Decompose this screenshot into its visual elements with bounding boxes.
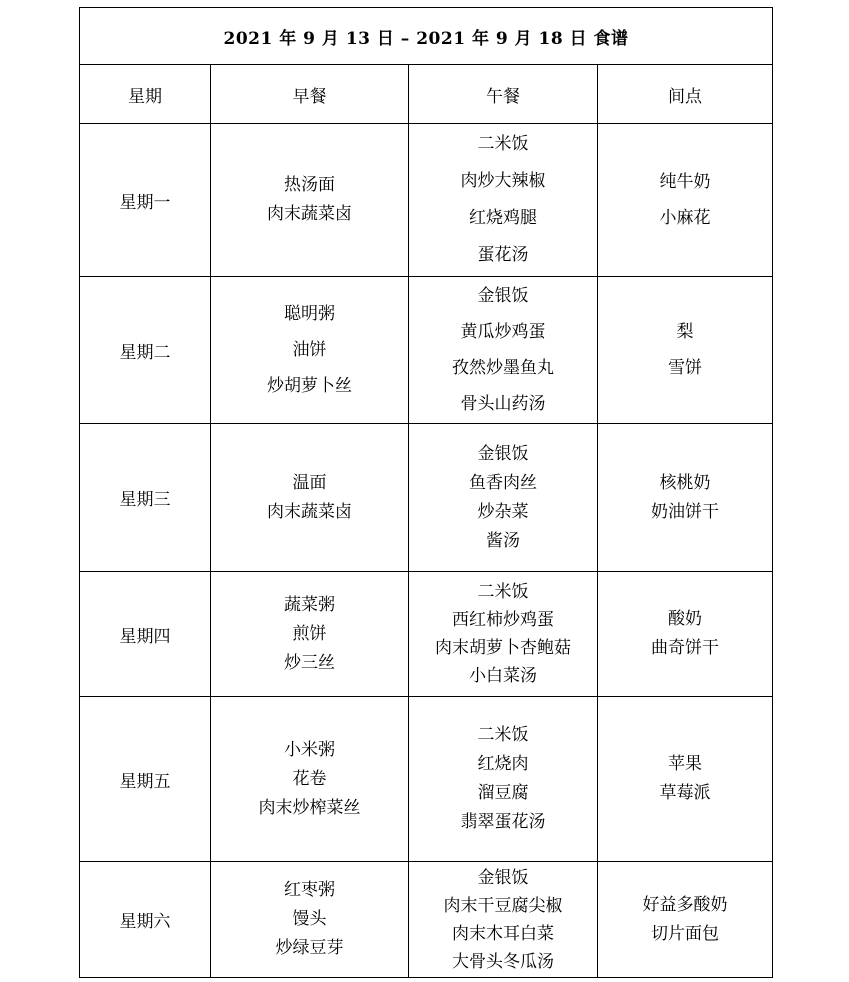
header-lunch: 午餐 (409, 65, 598, 124)
day-cell: 星期五 (80, 697, 211, 862)
menu-item: 切片面包 (651, 923, 720, 944)
lunch-cell (409, 572, 598, 697)
menu-item: 大骨头冬瓜汤 (452, 951, 554, 972)
menu-item: 小麻花 (659, 208, 711, 228)
menu-item: 蔬菜粥 (284, 594, 335, 615)
lunch-cell (409, 697, 598, 862)
day-cell: 星期四 (80, 572, 211, 697)
header-row (80, 65, 773, 124)
menu-item: 二米饭 (477, 725, 529, 745)
snack-cell (598, 862, 773, 978)
menu-item: 酸奶 (668, 609, 703, 629)
menu-item: 肉炒大辣椒 (460, 171, 546, 191)
menu-item: 肉末木耳白菜 (452, 923, 554, 944)
snack-cell (598, 572, 773, 697)
menu-item: 骨头山药汤 (460, 394, 546, 414)
breakfast-cell (211, 277, 409, 424)
header-day: 星期 (80, 65, 211, 124)
breakfast-cell (211, 697, 409, 862)
menu-item: 酱汤 (486, 530, 520, 551)
lunch-cell (409, 277, 598, 424)
menu-item: 金银饭 (477, 867, 529, 888)
lunch-cell (409, 124, 598, 277)
menu-item: 馒头 (292, 909, 327, 929)
menu-item: 翡翠蛋花汤 (460, 812, 546, 832)
menu-item: 雪饼 (668, 358, 703, 378)
menu-item: 小白菜汤 (469, 666, 537, 686)
snack-cell (598, 124, 773, 277)
menu-item: 肉末胡萝卜杏鲍菇 (435, 638, 571, 658)
table-row (80, 697, 773, 862)
table-row (80, 124, 773, 277)
lunch-cell (409, 862, 598, 978)
menu-item: 纯牛奶 (659, 172, 711, 192)
table-row (80, 572, 773, 697)
day-cell: 星期二 (80, 277, 211, 424)
menu-item: 梨 (676, 322, 694, 342)
menu-item: 溜豆腐 (477, 783, 529, 803)
menu-table (79, 7, 773, 978)
menu-item: 鱼香肉丝 (469, 472, 537, 493)
menu-item: 温面 (292, 472, 327, 493)
menu-item: 煎饼 (292, 623, 327, 644)
menu-item: 聪明粥 (284, 304, 335, 324)
snack-cell (598, 697, 773, 862)
header-breakfast: 早餐 (211, 65, 409, 124)
table-row (80, 277, 773, 424)
menu-item: 草莓派 (659, 783, 711, 803)
day-cell: 星期三 (80, 424, 211, 572)
menu-item: 炒杂菜 (477, 501, 529, 522)
menu-item: 好益多酸奶 (642, 894, 728, 915)
breakfast-cell (211, 424, 409, 572)
menu-item: 红枣粥 (284, 880, 335, 900)
menu-item: 肉末炒榨菜丝 (258, 797, 361, 818)
menu-item: 红烧鸡腿 (469, 208, 537, 228)
header-snack: 间点 (598, 65, 773, 124)
menu-title: 2021 年 9 月 13 日 – 2021 年 9 月 18 日 食谱 (80, 8, 773, 65)
menu-item: 小米粥 (284, 739, 335, 760)
menu-item: 炒胡萝卜丝 (267, 376, 352, 396)
menu-item: 金银饭 (477, 286, 529, 306)
menu-item: 金银饭 (477, 443, 529, 464)
breakfast-cell (211, 124, 409, 277)
menu-item: 曲奇饼干 (651, 638, 720, 658)
day-cell: 星期六 (80, 862, 211, 978)
menu-item: 黄瓜炒鸡蛋 (460, 322, 546, 342)
day-cell: 星期一 (80, 124, 211, 277)
menu-item: 二米饭 (477, 134, 529, 154)
menu-item: 孜然炒墨鱼丸 (452, 358, 554, 378)
menu-item: 蛋花汤 (477, 245, 529, 265)
menu-item: 二米饭 (477, 582, 529, 602)
menu-item: 苹果 (668, 754, 703, 774)
menu-item: 红烧肉 (477, 754, 529, 774)
menu-item: 炒绿豆芽 (275, 938, 344, 958)
snack-cell (598, 424, 773, 572)
table-row (80, 424, 773, 572)
breakfast-cell (211, 572, 409, 697)
table-row (80, 862, 773, 978)
lunch-cell (409, 424, 598, 572)
menu-item: 肉末蔬菜卤 (267, 501, 352, 522)
menu-item: 花卷 (292, 768, 327, 789)
menu-item: 炒三丝 (284, 652, 335, 673)
menu-item: 奶油饼干 (651, 501, 720, 522)
menu-item: 肉末蔬菜卤 (267, 204, 352, 224)
breakfast-cell (211, 862, 409, 978)
menu-item: 核桃奶 (659, 472, 711, 493)
menu-item: 西红柿炒鸡蛋 (452, 610, 554, 630)
menu-item: 肉末干豆腐尖椒 (443, 895, 563, 916)
snack-cell (598, 277, 773, 424)
menu-item: 热汤面 (284, 175, 335, 195)
menu-item: 油饼 (292, 340, 327, 360)
